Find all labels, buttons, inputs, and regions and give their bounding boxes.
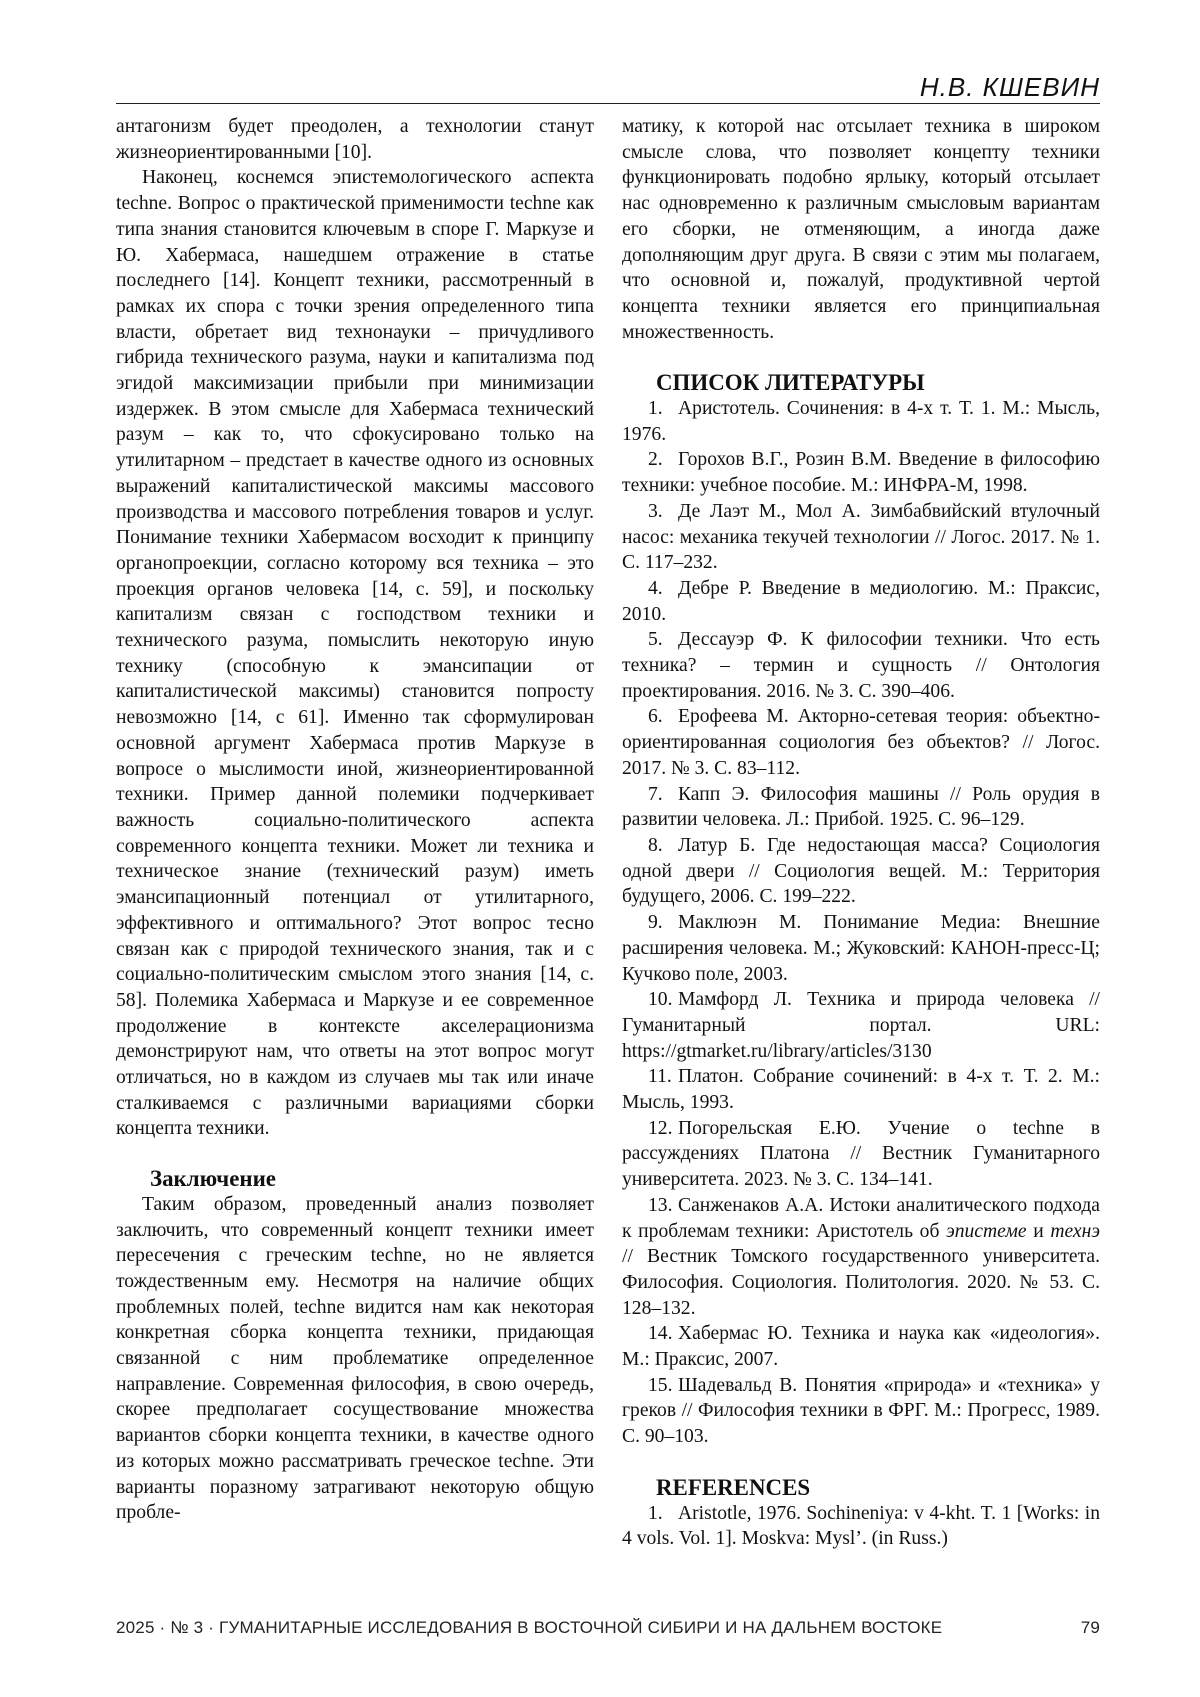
references-heading-ru: СПИСОК ЛИТЕРАТУРЫ xyxy=(656,370,925,396)
right-column xyxy=(622,114,1100,1552)
reference-item: 5. Дессауэр Ф. К философии техники. Что есть техника? – термин и сущность // Онтология проектирования. 2016. № 3. С. 390–406. xyxy=(622,629,1100,702)
paragraph: антагонизм будет преодолен, а технологии станут жизнеориентированными [10]. xyxy=(116,116,594,163)
reference-item: 3. Де Лаэт М., Мол А. Зимбабвийский втулочный насос: механика текучей технологии // Логос. 2017. № 1. С. 117–232. xyxy=(622,500,1100,574)
paragraph: Таким образом, проведенный анализ позволяет заключить, что современный концепт техники имеет пересечения с греческим techne, но не является тождественным ему. Несмотря на наличие общих проблемных полей, techne видится нам как некоторая конкретная сборка концепта техники, придающая связанной с ним проблематике определенное направление. Современная философия, в свою очередь, скорее предполагает сосуществование множества вариантов сборки концепта техники, в качестве одного из которых можно рассматривать греческое techne. Эти варианты поразному затрагивают некоторую общую пробле- xyxy=(116,1193,594,1524)
references-heading-en: REFERENCES xyxy=(656,1474,811,1500)
page-number: 79 xyxy=(1080,1618,1100,1637)
reference-item: 1. Aristotle, 1976. Sochineniya: v 4-kht. T. 1 [Works: in 4 vols. Vol. 1]. Moskva: Mysl’. (in Russ.) xyxy=(622,1502,1100,1550)
reference-list-ru xyxy=(622,396,1100,1450)
paragraph: Наконец, коснемся эпистемологического аспекта techne. Вопрос о практической применимости techne как типа знания становится ключевым в споре Г. Маркузе и Ю. Хабермаса, нашедшем отражение в статье последнего [14]. Концепт техники, рассмотренный в рамках их спора с точки зрения определенного типа власти, обретает вид технонауки – причудливого гибрида технического разума, науки и капитализма под эгидой максимизации прибыли при минимизации издержек. В этом смысле для Хабермаса технический разум – как то, что сфокусировано только на утилитарном – предстает в качестве одного из основных выражений капиталистической максимы массового производства и массового потребления товаров и услуг. Понимание техники Хабермасом восходит к принципу органопроекции, согласно которому вся техника – это проекция органов человека [14, с. 59], и поскольку капитализм связан с господством техники и технического разума, помыслить некоторую иную технику (способную к эмансипации от капиталистической максимы) становится попросту невозможно [14, с 61]. Именно так сформулирован основной аргумент Хабермаса против Маркузе в вопросе о мыслимости иной, жизнеориентированной техники. Пример данной полемики подчеркивает важность социально-политического аспекта современного концепта техники. Может ли техника и техническое знание (технический разум) иметь эмансипационный потенциал от утилитарного, эффективного и оптимального? Этот вопрос тесно связан как с природой технического знания, так и с социально-политическим смыслом этого знания [14, с. 58]. Полемика Хабермаса и Маркузе и ее современное продолжение в контексте акселерационизма демонстрируют нам, что ответы на этот вопрос могут отличаться, но в каждом из случаев мы так или иначе сталкиваемся с различными вариациями сборки концепта техники. xyxy=(116,167,594,1140)
reference-item: 10. Мамфорд Л. Техника и природа человека // Гуманитарный портал. URL: https://gtmarket.ru/library/articles/3130 xyxy=(622,989,1100,1062)
reference-item: 7. Капп Э. Философия машины // Роль орудия в развитии человека. Л.: Прибой. 1925. С. 96–129. xyxy=(622,783,1100,831)
reference-item: 1. Аристотель. Сочинения: в 4-х т. Т. 1. М.: Мысль, 1976. xyxy=(622,398,1100,445)
conclusion-heading: Заключение xyxy=(150,1166,276,1192)
header-rule xyxy=(116,103,1100,104)
spacer xyxy=(116,1142,594,1166)
reference-item: 6. Ерофеева М. Акторно-сетевая теория: объектно-ориентированная социология без объектов? // Логос. 2017. № 3. С. 83–112. xyxy=(622,706,1100,779)
reference-item: 8. Латур Б. Где недостающая масса? Социология одной двери // Социология вещей. М.: Территория будущего, 2006. С. 199–222. xyxy=(622,834,1100,908)
reference-item: 4. Дебре Р. Введение в медиологию. М.: Праксис, 2010. xyxy=(622,577,1100,625)
spacer xyxy=(622,1450,1100,1475)
reference-item: 9. Маклюэн М. Понимание Медиа: Внешние расширения человека. М.; Жуковский: КАНОН-пресс-Ц; Кучково поле, 2003. xyxy=(622,912,1100,985)
page-footer xyxy=(116,1618,1100,1638)
reference-item: 15. Шадевальд В. Понятия «природа» и «техника» у греков // Философия техники в ФРГ. М.: Прогресс, 1989. С. 90–103. xyxy=(622,1374,1100,1448)
reference-item: 12. Погорельская Е.Ю. Учение о techne в рассуждениях Платона // Вестник Гуманитарного университета. 2023. № 3. С. 134–141. xyxy=(622,1117,1100,1191)
reference-item: 2. Горохов В.Г., Розин В.М. Введение в философию техники: учебное пособие. М.: ИНФРА-М, 1998. xyxy=(622,449,1100,497)
journal-title: 2025 · № 3 · ГУМАНИТАРНЫЕ ИССЛЕДОВАНИЯ В ВОСТОЧНОЙ СИБИРИ И НА ДАЛЬНЕМ ВОСТОКЕ xyxy=(116,1618,943,1637)
spacer xyxy=(622,345,1100,370)
left-column xyxy=(116,114,594,1526)
reference-list-en xyxy=(622,1501,1100,1552)
paragraph: матику, к которой нас отсылает техника в широком смысле слова, что позволяет концепту техники функционировать подобно ярлыку, который отсылает нас одновременно к различным смысловым вариантам его сборки, не отменяющим, а иногда даже дополняющим друг друга. В связи с этим мы полагаем, что основной и, пожалуй, продуктивной чертой концепта техники является его принципиальная множественность. xyxy=(622,116,1100,343)
running-head-author: Н.В. КШЕВИН xyxy=(919,72,1100,102)
reference-item: 11. Платон. Собрание сочинений: в 4-х т. Т. 2. М.: Мысль, 1993. xyxy=(622,1066,1100,1114)
reference-item: 14. Хабермас Ю. Техника и наука как «идеология». М.: Праксис, 2007. xyxy=(622,1323,1100,1371)
reference-item: 13. Санженаков А.А. Истоки аналитического подхода к проблемам техники: Аристотель об эпистеме и технэ // Вестник Томского государственного университета. Философия. Социология. Политология. 2020. № 53. С. 128–132. xyxy=(622,1194,1100,1319)
